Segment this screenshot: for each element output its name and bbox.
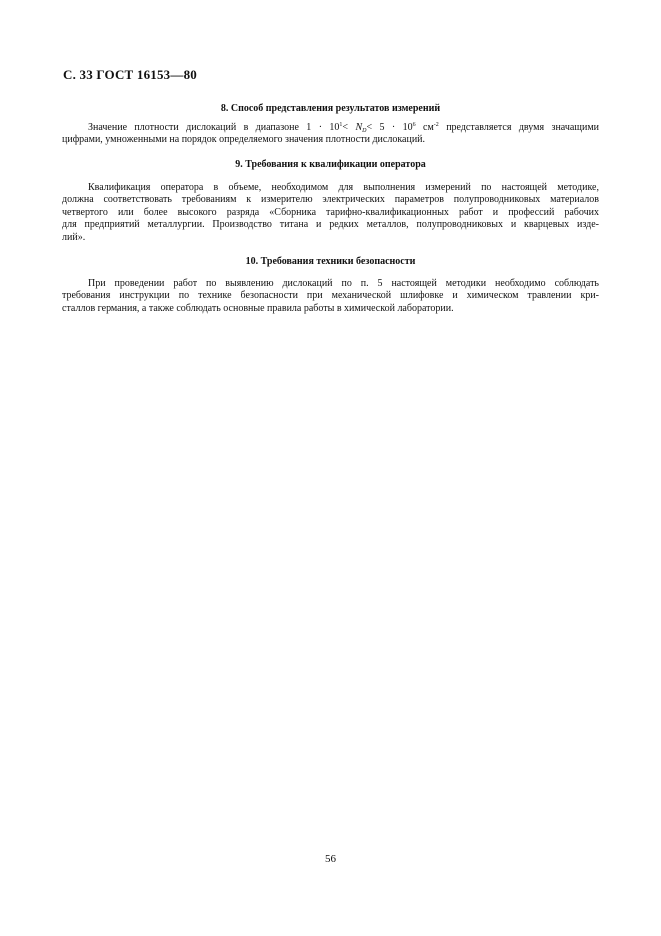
section-10-line: При проведении работ по выявлению дислокаций по п. 5 настоящей методики необходимо соблюдать — [88, 278, 599, 289]
section-10-line: сталлов германия, а также соблюдать основные правила работы в химической лаборатории. — [62, 302, 454, 314]
section-9-line: Квалификация оператора в объеме, необходимом для выполнения измерений по настоящей методике, — [88, 182, 599, 193]
page-header: С. 33 ГОСТ 16153—80 — [63, 67, 197, 82]
section-9-line: для предприятий металлургии. Производство титана и редких металлов, полупроводниковых и кварцевых изде- — [62, 219, 599, 231]
section-8-line-2: цифрами, умноженными на порядок определяемого значения плотности дислокаций. — [62, 134, 426, 146]
section-9-paragraph — [62, 182, 599, 244]
section-9-line: лий». — [62, 231, 86, 243]
section-8-formula-line: Значение плотности дислокаций в диапазоне $1 \cdot 10^1< N_D< 5 \cdot 10^6$ $см^{-2}$ представляется двумя значащими — [88, 122, 600, 134]
section-10-title: 10. Требования техники безопасности — [245, 256, 416, 267]
section-10-paragraph — [62, 278, 599, 315]
section-8-paragraph — [62, 122, 599, 147]
section-8-title: 8. Способ представления результатов измерений — [220, 103, 441, 114]
section-10-line: требования инструкции по технике безопасности при механической шлифовке и химическом травлении кри- — [62, 290, 599, 302]
section-9-line: четвертого или более высокого разряда «Сборника тарифно-квалификационных работ и профессий рабочих — [62, 206, 599, 218]
section-9-line: должна соответствовать требованиям к измерителю электрических параметров полупроводниковых материалов — [62, 194, 599, 206]
section-9-title: 9. Требования к квалификации оператора — [235, 159, 426, 170]
page-number: 56 — [325, 853, 336, 865]
